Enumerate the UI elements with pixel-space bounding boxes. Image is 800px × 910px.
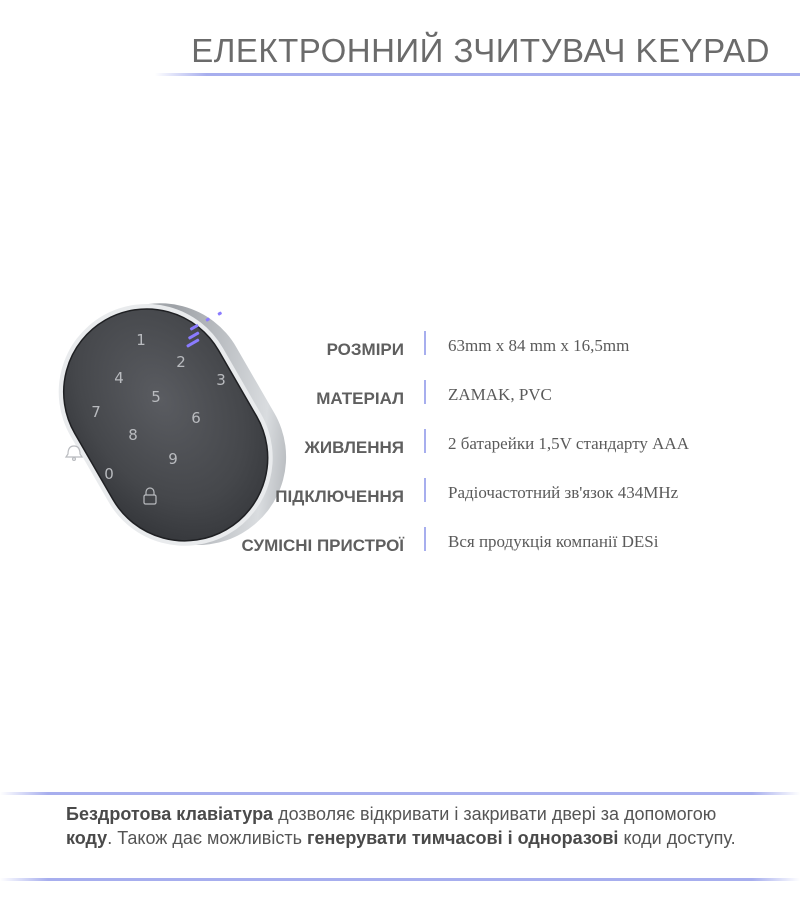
spec-label: СУМІСНІ ПРИСТРОЇ (241, 536, 404, 555)
spec-label: МАТЕРІАЛ (316, 389, 404, 408)
spec-label: ПІДКЛЮЧЕННЯ (275, 487, 404, 506)
spec-row-compatible-devices (200, 526, 760, 575)
description-bottom-rule (0, 878, 800, 881)
page-title: ЕЛЕКТРОННИЙ ЗЧИТУВАЧ KEYPAD (191, 32, 770, 69)
spec-row-dimensions (200, 330, 760, 379)
spec-row-power (200, 428, 760, 477)
key-7: 7 (91, 403, 101, 421)
desc-text-2: дозволяє відкривати і закривати двері за допомогою (273, 804, 717, 824)
spec-divider (424, 380, 426, 404)
title-underline (155, 73, 800, 76)
desc-bold-1: Бездротова клавіатура (66, 804, 274, 824)
description-top-rule (0, 792, 800, 795)
product-description (66, 802, 766, 850)
spec-label: ЖИВЛЕННЯ (304, 438, 404, 457)
spec-divider (424, 429, 426, 453)
spec-divider (424, 478, 426, 502)
spec-divider (424, 331, 426, 355)
spec-row-material (200, 379, 760, 428)
spec-divider (424, 527, 426, 551)
desc-text-4: . Також дає можливість (107, 828, 307, 848)
spec-value: ZAMAK, PVC (448, 385, 552, 404)
key-9: 9 (168, 450, 178, 468)
spec-label: РОЗМІРИ (326, 340, 404, 359)
spec-row-connection (200, 477, 760, 526)
key-4: 4 (114, 369, 124, 387)
key-1: 1 (136, 331, 146, 349)
key-5: 5 (151, 388, 161, 406)
spec-value: Вся продукція компанії DESi (448, 532, 659, 551)
key-0: 0 (104, 465, 114, 483)
key-3: 3 (216, 371, 226, 389)
spec-value: 63mm x 84 mm x 16,5mm (448, 336, 630, 355)
desc-bold-3: коду (66, 828, 108, 848)
key-6: 6 (191, 409, 201, 427)
spec-value: 2 батарейки 1,5V стандарту AAA (448, 434, 689, 453)
spec-value: Радіочастотний зв'язок 434MHz (448, 483, 679, 502)
specs-list (200, 330, 760, 575)
key-8: 8 (128, 426, 138, 444)
desc-text-6: коди доступу. (618, 828, 736, 848)
key-2: 2 (176, 353, 186, 371)
desc-bold-5: генерувати тимчасові і одноразові (306, 828, 619, 848)
